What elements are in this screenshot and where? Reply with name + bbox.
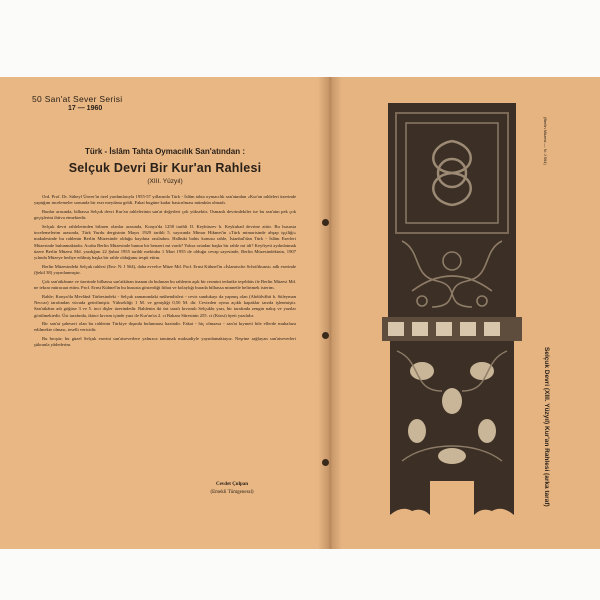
signature-name: Cevdet Çulpan xyxy=(215,482,249,487)
carved-panel xyxy=(388,103,516,317)
right-leg xyxy=(474,481,514,515)
signature-role: (Emekli Tümgeneral) xyxy=(210,490,254,495)
binding-hole xyxy=(322,332,329,339)
paragraph: Berlin Müzesindeki Selçuk rahlesi (Env. N: J 564), daha evvelce Müze Md. Prof. Ernst Kühnel'in «İslamische Schriftkunst» adlı eserinde (Şekil 38) yayınlanmıştır. xyxy=(34,263,296,276)
rahle-photo xyxy=(382,101,522,519)
title-line1: Türk - İslâm Tahta Oymacılık San'atından : xyxy=(84,147,246,156)
article-title: Selçuk Devri Bir Kur'an Rahlesi xyxy=(68,161,262,175)
paragraph: Bu broşür; bu güzel Selçuk eserini san'atseverlere yalnızca tanıtmak maksadiyle yayınlamaktayız. Neşrine sağlayan san'atseverleri şükranla yâdederim. xyxy=(34,336,296,348)
book-spread xyxy=(0,77,600,549)
book-gutter xyxy=(318,77,342,549)
series-title: 50 San'at Sever Serisi xyxy=(32,94,123,104)
right-page xyxy=(330,77,600,549)
binding-hole xyxy=(322,219,329,226)
left-page xyxy=(0,77,330,549)
article-body xyxy=(34,194,296,351)
signature-block xyxy=(182,481,282,497)
caption-credit: (Berlin Müzesi — N: J 564) xyxy=(543,117,548,165)
paragraph: Selçuk devri rahlelerinden bilinen olanlar arasında, Konya'da 1258 tarihli II. Keyhüsrev b. Keykubad devrine aittir. Bu hususta incelemelerim arasında, Türk Yurdu dergisinin Mayıs 1929 tarihli 5. sayısında Mimar Hikmet'in «Türk mimarisinde ahşap işçiliği» makalesinde bu rahlenin Berlin Müzesinde olduğu kaydına rastladım. Halbuki bahis konusu rahle, İstanbul'dan Türk - İslâm Eserleri Müzesinde bulunmaktadır. Acaba Berlin Müzesinde bunun bir benzeri mi vardı? Yoksa ortadan başka bir rahle mi idi? Keyfiyeti aydınlatmak üzere Berlin Müzesi Md. yazdığım 22 Şubat 1955 tarihli mektuba 1 Mart 1955 de olduğu cevap sayesinde, Berlin Müzesindekinin, 1907 yılında Müzeye hediye edilmiş başka bir rahle olduğunu tespit ettim. xyxy=(34,223,296,261)
title-century: (XIII. Yüzyıl) xyxy=(147,178,183,185)
issue-number: 17 — 1960 xyxy=(68,105,103,112)
caption-main: Selçuk Devri (XIII. Yüzyıl) Kur'an Rahlesi (arka taraf) xyxy=(543,347,550,507)
binding-hole xyxy=(322,459,329,466)
paragraph: Çok san'atkârane ve üzerinde bilhassa san'atkâran inanan da bulunan bu rahlenin aşık bir resmini tedarike teşebbüs ile Berlin Müzesi Md. ne tekrar müracaat ettim. Prof. Ernst Kühnel'in bu hususta gösterdiği fitbat ve kolaylığı burada bilhassa minnetle belirtmek isterim. xyxy=(34,278,296,291)
photo-caption xyxy=(543,117,568,517)
paragraph: Bir san'at şaheseri olan bu rahlenin Türkiye dışında bulunması hazindir. Fakat - hiç olmazsa - san'at kıymeti bile ellerde muhafaza edilmekte olması, teselli vericidir. xyxy=(34,321,296,333)
left-leg xyxy=(390,481,430,515)
paragraph: Rahle; Konya'da Mevlânâ Türbesindeki - Selçuk zamanındaki mühendisleri - cevis sandukayı da yapmış olan (Abdülvâhit b. Süleyman Neccar) tarafından vücuda getirilmiştir. Yüksekliği 1 M. ve genişliği 0,50 M. dir. Cevizden oyma açıklı kapaklar tarzda işlenmiştir. San'atkârın adı göğüse 3 ve 5. inci dişler üzerindedir. Rahlenin iki üst tarafı kıvrımlı Selçuklu yazı, bir tarafında zengin nakış ve yazılar görülmektedir. Üst tarafında, ikinci kıvrım içinde yazı ile Kur'an'ın 2. ci Bakara Sûresinin 255. ci (Kürsi) âyeti yazılıdır. xyxy=(34,293,296,318)
paragraph: Ord. Prof. Dr. Süheyl Ünver'in özel yardımlarıyla 1955-57 yıllarında Türk - İslâm tahta oymacılık san'atından «Kur'an rahleleri üzerinde yaptığım incelemeler sonunda bir eser meydana geldi. Fakat bugüne kadar bastırılması mümkün olmadı. xyxy=(34,194,296,206)
paragraph: Bunlar arasında, bilhassa Selçuk devri Kur'an rahlelerinin san'at değerleri çok yüksektir. Osmanlı devrindekiler ise bu san'atın pek çok geçişlerini ihtiva etmektedir. xyxy=(34,208,296,221)
